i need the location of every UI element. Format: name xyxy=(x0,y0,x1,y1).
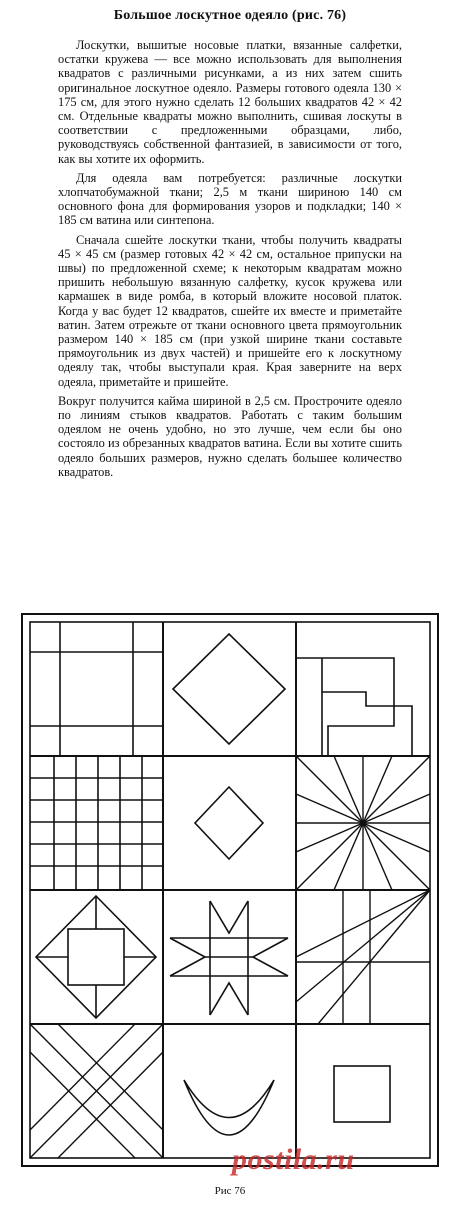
watermark-logo: postila.ru xyxy=(232,1143,355,1176)
quilt-svg xyxy=(18,610,442,1170)
block-small-square xyxy=(334,1066,390,1122)
block-eight-point-star xyxy=(170,901,288,1015)
paragraph-1: Лоскутки, вышитые носовые платки, вязанные салфетки, остатки кружева — все можно использовать для выполнения квадратов с различными рисунками, а из них затем сшить оригинальное лоскутное одеяло. Размеры готового одеяла 130 × 175 см, для этого нужно сделать 12 больших квадратов 42 × 42 см. Отдельные квадраты можно выполнить, сшивая лоскуты в соответствии с предложенными образцами, либо, руководствуясь собственной фантазией, в зависимости от того, как вы хотите их оформить. xyxy=(58,38,402,166)
paragraph-2: Для одеяла вам потребуется: различные лоскутки хлопчатобумажной ткани; 2,5 м ткани шириною 140 см основного фона для формирования узоров и подкладки; 140 × 185 см ватина или синтепона. xyxy=(58,170,402,228)
quilt-diagram xyxy=(18,610,442,1170)
block-diamond xyxy=(173,634,285,744)
block-stepped-corner xyxy=(296,658,412,756)
paragraph-3: Сначала сшейте лоскутки ткани, чтобы получить квадраты 45 × 45 см (размер готовых 42 × 42 см, остальное припуски на швы) по предложенной схеме; к некоторым квадратам можно пришить небольшую вязанную салфетку, кусок кружева или кармашек в виде ромба, в который вложите носовой платок. Когда у вас будет 12 квадратов, сшейте их вместе и приметайте ватин. Затем отрежьте от ткани основного цвета прямоугольник размером 140 × 185 см (при узкой ширине ткани составьте прямоугольник из двух частей) и пришейте его к лоскутному одеялу так, чтобы выступали края. Края заверните на верх одеяла, приметайте и пришейте. xyxy=(58,232,402,389)
block-corner-fan xyxy=(296,890,430,1024)
block-small-diamond xyxy=(195,787,263,859)
block-star-burst xyxy=(296,756,430,890)
block-framed-square xyxy=(30,622,163,756)
block-grid-squares xyxy=(30,756,163,890)
block-lattice-x xyxy=(30,1024,163,1158)
page-title: Большое лоскутное одеяло (рис. 76) xyxy=(113,8,347,23)
block-crescent xyxy=(184,1080,274,1135)
figure-caption: Рис 76 xyxy=(214,1185,246,1197)
block-square-in-diamond xyxy=(36,896,156,1018)
paragraph-4: Вокруг получится кайма шириной в 2,5 см. Прострочите одеяло по линиям стыков квадратов. Работать с таким большим одеялом не очень удобно, но это лучше, чем если бы оно состояло из обрезанных квадратов ватина. Если вы хотите сшить одеяло больших размеров, нужно сделать большее количество квадратов. xyxy=(58,393,402,479)
body-text xyxy=(58,38,402,484)
